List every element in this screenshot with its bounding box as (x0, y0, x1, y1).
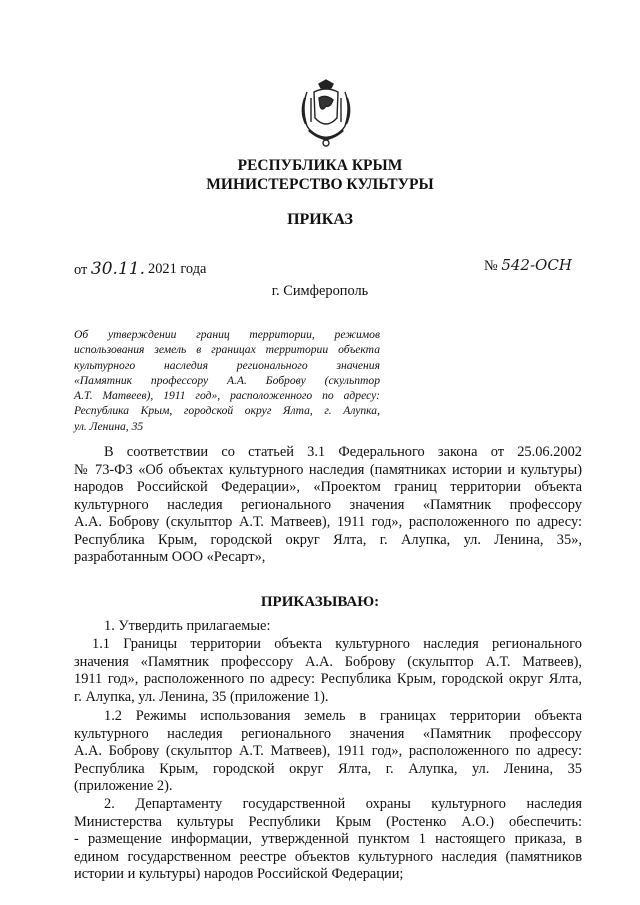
item-1-1 (74, 636, 582, 706)
city: г. Симферополь (271, 283, 369, 299)
preamble-line: № 73-ФЗ «Об объектах культурного наследия (памятниках истории и культуры) (74, 461, 582, 478)
republic-title: РЕСПУБЛИКА КРЫМ (237, 157, 403, 174)
item-1-2-line: 1.2 Режимы использования земель в границах территории объекта (104, 708, 582, 724)
item-1-2-line: (приложение 2). (74, 778, 173, 794)
preamble-line: культурного наследия регионального значения «Памятник профессору (74, 496, 582, 513)
date-year: 2021 года (148, 261, 207, 277)
subject-block (74, 327, 380, 434)
item-1-2-line: А.А. Боброву (скульптор А.Т. Матвеев), 1911 год», расположенного по адресу: (74, 743, 582, 759)
item-1-2 (74, 708, 582, 796)
item-1-1-line: значения «Памятник профессору А.А. Боброву (скульптор А.Т. Матвеев), (74, 653, 582, 670)
crimea-coat-of-arms-icon (297, 78, 355, 150)
handwritten-number: 542-ОСН (501, 256, 572, 274)
date-line (74, 259, 145, 279)
preamble-line: разработанным ООО «Ресарт», (74, 549, 266, 565)
item-1-1-line: 1.1 Границы территории объекта культурного наследия регионального (92, 636, 582, 652)
item-1-1-line: г. Алупка, ул. Ленина, 35 (приложение 1). (74, 688, 329, 705)
item-1-2-line: Республика Крым, городской округ Ялта, г. Алупка, ул. Ленина, 35 (74, 760, 582, 777)
preamble-line: народов Российской Федерации», «Проектом границ территории объекта (74, 479, 582, 495)
preamble-line: А.А. Боброву (скульптор А.Т. Матвеев), 1911 год», расположенного по адресу: (74, 514, 582, 530)
ministry-title: МИНИСТЕРСТВО КУЛЬТУРЫ (206, 176, 434, 193)
preamble (74, 444, 582, 567)
handwritten-date: 30.11. (90, 259, 145, 279)
date-prefix: от (74, 262, 88, 278)
item-1-title: 1. Утвердить прилагаемые: (104, 618, 271, 634)
item-1-1-line: 1911 год», расположенного по адресу: Республика Крым, городской округ Ялта, (74, 671, 582, 687)
item-1-2-line: культурного наследия регионального значения «Памятник профессору (74, 725, 582, 742)
document-number (484, 256, 572, 275)
preamble-line: В соответствии со статьей 3.1 Федерального закона от 25.06.2002 (104, 444, 582, 460)
subject-line: «Памятник профессору А.А. Боброву (скульптор (74, 373, 380, 387)
item-2 (74, 796, 582, 884)
order-word: ПРИКАЗЫВАЮ: (260, 594, 380, 610)
document-type: ПРИКАЗ (287, 211, 353, 228)
item-2-line: Министерства культуры Республики Крым (Ростенко А.О.) обеспечить: (74, 813, 582, 830)
subject-line: Республика Крым, городской округ Ялта, г. Алупка, (74, 404, 380, 418)
subject-line: ул. Ленина, 35 (74, 419, 144, 433)
subject-line: А.Т. Матвеев), 1911 год», расположенного по адресу: (74, 389, 380, 403)
number-prefix: № (484, 258, 498, 274)
subject-line: использования земель в границах территории объекта (74, 343, 380, 357)
subject-line: культурного наследия регионального значения (74, 358, 380, 372)
preamble-line: Республика Крым, городской округ Ялта, г. Алупка, ул. Ленина, 35», (74, 531, 582, 548)
item-2-line: истории и культуры) народов Российской Федерации; (74, 866, 404, 882)
item-2-line: 2. Департаменту государственной охраны культурного наследия (104, 796, 582, 812)
item-2-line: едином государственном реестре объектов культурного наследия (памятников (74, 848, 582, 865)
item-2-line: - размещение информации, утвержденной пунктом 1 настоящего приказа, в (74, 831, 582, 847)
item-1 (74, 618, 582, 636)
subject-line: Об утверждении границ территории, режимов (74, 328, 380, 341)
